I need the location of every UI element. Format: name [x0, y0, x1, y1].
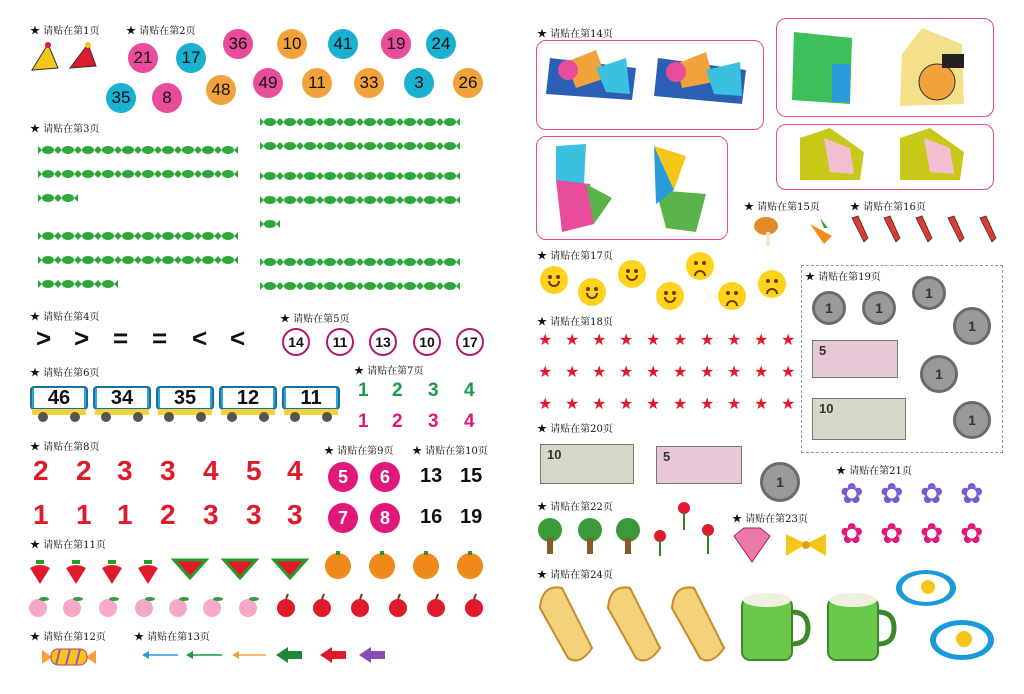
- star-icon: ★: [781, 362, 796, 381]
- peach-icon: [239, 597, 259, 617]
- label-page-18: ★ 请贴在第18页: [537, 317, 613, 328]
- star-icon: ★: [727, 330, 742, 349]
- number-ring: 13: [369, 328, 397, 356]
- orange-icon: [325, 551, 351, 579]
- flower-icon: ✿: [880, 517, 904, 550]
- compare-symbol: >: [36, 323, 52, 353]
- star-icon: ★: [646, 394, 661, 413]
- orange-icon: [457, 551, 483, 579]
- coin: 1: [920, 355, 958, 393]
- label-page-16: ★ 请贴在第16页: [850, 202, 926, 213]
- star-icon: ★: [727, 362, 742, 381]
- digit-sticker: 3: [428, 411, 439, 432]
- label-page-10: ★ 请贴在第10页: [412, 446, 488, 457]
- tangram-puzzle-sticker: [556, 144, 716, 236]
- label-page-3: ★ 请贴在第3页: [30, 124, 100, 135]
- flower-icon: ✿: [920, 477, 944, 510]
- hen-puzzle-sticker: [800, 128, 970, 184]
- drumstick-carrot-stickers: [752, 214, 842, 250]
- number-sticker: 33: [354, 68, 384, 98]
- star-icon: ★: [673, 394, 688, 413]
- number-sticker: 10: [277, 29, 307, 59]
- landscape-puzzle-sticker: [546, 48, 756, 118]
- strawberry-icon: [138, 560, 158, 584]
- number-sticker: 13: [420, 465, 443, 487]
- label-page-22: ★ 请贴在第22页: [537, 502, 613, 513]
- label-page-12: ★ 请贴在第12页: [30, 632, 106, 643]
- fruit-sticker-grid: [0, 0, 500, 620]
- label-page-17: ★ 请贴在第17页: [537, 251, 613, 262]
- digit-sticker: 2: [33, 455, 49, 486]
- number-sticker: 24: [426, 29, 456, 59]
- smile-face-icon: [618, 260, 646, 288]
- apple-icon: [351, 594, 369, 617]
- number-ring: 14: [282, 328, 310, 356]
- apple-icon: [277, 594, 295, 617]
- star-icon: ★: [700, 330, 715, 349]
- digit-sticker: 2: [76, 455, 92, 486]
- star-icon: ★: [781, 330, 796, 349]
- banknote: [812, 340, 898, 378]
- number-sticker: 21: [128, 43, 158, 73]
- label-page-6: ★ 请贴在第6页: [30, 368, 100, 379]
- number-sticker: 19: [460, 506, 483, 528]
- bus-number: 35: [160, 388, 210, 408]
- flower-icon: ✿: [960, 477, 984, 510]
- flower-icon: ✿: [880, 477, 904, 510]
- star-icon: ★: [673, 330, 688, 349]
- compare-symbol: =: [113, 323, 129, 353]
- coin: 1: [812, 291, 846, 325]
- digit-sticker: 2: [392, 411, 403, 432]
- digit-sticker: 1: [76, 499, 92, 530]
- number-sticker: 49: [253, 68, 283, 98]
- label-page-13: ★ 请贴在第13页: [134, 632, 210, 643]
- number-sticker: 6: [370, 462, 400, 492]
- number-ring: 10: [413, 328, 441, 356]
- coin: 1: [862, 291, 896, 325]
- label-page-7: ★ 请贴在第7页: [354, 366, 424, 377]
- label-page-20: ★ 请贴在第20页: [537, 424, 613, 435]
- banknote: [656, 446, 742, 484]
- smile-face-icon: [540, 266, 568, 294]
- number-ring: 17: [456, 328, 484, 356]
- star-icon: ★: [592, 362, 607, 381]
- label-page-11: ★ 请贴在第11页: [30, 540, 106, 551]
- star-icon: ★: [565, 362, 580, 381]
- star-icon: ★: [646, 330, 661, 349]
- digit-sticker: 3: [203, 499, 219, 530]
- digit-sticker: 1: [33, 499, 49, 530]
- watermelon-icon: [224, 560, 256, 578]
- peach-icon: [169, 597, 189, 617]
- arrow-stickers: [142, 646, 392, 668]
- star-icon: ★: [673, 362, 688, 381]
- star-icon: ★: [754, 330, 769, 349]
- smile-face-icon: [656, 282, 684, 310]
- digit-sticker: 2: [160, 499, 176, 530]
- digit-sticker: 3: [428, 380, 439, 401]
- flower-icon: ✿: [920, 517, 944, 550]
- digit-sticker: 4: [287, 455, 303, 486]
- star-icon: ★: [754, 394, 769, 413]
- star-icon: ★: [619, 394, 634, 413]
- diamond-bow-stickers: [730, 528, 830, 568]
- star-icon: ★: [619, 362, 634, 381]
- star-icon: ★: [538, 330, 553, 349]
- label-page-1: ★ 请贴在第1页: [30, 26, 100, 37]
- compare-symbol: =: [152, 323, 168, 353]
- wrapped-candy-icon: [42, 646, 96, 668]
- apple-icon: [389, 594, 407, 617]
- number-sticker: 35: [106, 83, 136, 113]
- label-page-2: ★ 请贴在第2页: [126, 26, 196, 37]
- digit-sticker: 2: [392, 380, 403, 401]
- label-page-4: ★ 请贴在第4页: [30, 312, 100, 323]
- coin: 1: [953, 401, 991, 439]
- peach-icon: [203, 597, 223, 617]
- sad-face-icon: [718, 282, 746, 310]
- coin: 1: [953, 307, 991, 345]
- number-sticker: 7: [328, 503, 358, 533]
- apple-icon: [427, 594, 445, 617]
- star-icon: ★: [592, 394, 607, 413]
- breakfast-stickers: [536, 568, 1006, 688]
- label-page-14: ★ 请贴在第14页: [537, 29, 613, 40]
- star-icon: ★: [754, 362, 769, 381]
- banknote-value: 5: [819, 343, 827, 358]
- digit-sticker: 4: [203, 455, 219, 486]
- number-sticker: 5: [328, 462, 358, 492]
- coin: 1: [760, 462, 800, 502]
- digit-sticker: 4: [464, 380, 475, 401]
- number-sticker: 16: [420, 506, 443, 528]
- strawberry-icon: [30, 560, 50, 584]
- peach-icon: [99, 597, 119, 617]
- number-sticker: 19: [381, 29, 411, 59]
- star-icon: ★: [700, 362, 715, 381]
- label-page-24: ★ 请贴在第24页: [537, 570, 613, 581]
- number-sticker: 8: [370, 503, 400, 533]
- peach-icon: [63, 597, 83, 617]
- bus-number: 46: [34, 388, 84, 408]
- compare-symbol: >: [74, 323, 90, 353]
- number-sticker: 26: [453, 68, 483, 98]
- wheel-puzzle-sticker: [792, 24, 992, 110]
- compare-symbol: <: [230, 323, 246, 353]
- digit-sticker: 1: [117, 499, 133, 530]
- bus-number: 11: [286, 388, 336, 408]
- banknote: [812, 398, 906, 440]
- peach-icon: [135, 597, 155, 617]
- number-sticker: 15: [460, 465, 483, 487]
- number-sticker: 11: [302, 68, 332, 98]
- label-page-23: ★ 请贴在第23页: [732, 514, 808, 525]
- number-sticker: 48: [206, 75, 236, 105]
- digit-sticker: 3: [287, 499, 303, 530]
- star-icon: ★: [565, 394, 580, 413]
- orange-icon: [413, 551, 439, 579]
- number-sticker: 8: [152, 83, 182, 113]
- number-sticker: 17: [176, 43, 206, 73]
- digit-sticker: 4: [464, 411, 475, 432]
- banknote: [540, 444, 634, 484]
- flower-icon: ✿: [960, 517, 984, 550]
- star-icon: ★: [727, 394, 742, 413]
- star-icon: ★: [565, 330, 580, 349]
- digit-sticker: 5: [246, 455, 262, 486]
- flower-icon: ✿: [840, 517, 864, 550]
- star-icon: ★: [781, 394, 796, 413]
- number-sticker: 3: [404, 68, 434, 98]
- banknote-value: 10: [819, 401, 834, 416]
- flower-icon: ✿: [840, 477, 864, 510]
- apple-icon: [313, 594, 331, 617]
- star-icon: ★: [538, 362, 553, 381]
- banknote-value: 10: [547, 447, 562, 462]
- label-page-9: ★ 请贴在第9页: [324, 446, 394, 457]
- sad-face-icon: [758, 270, 786, 298]
- strawberry-icon: [66, 560, 86, 584]
- digit-sticker: 1: [358, 411, 369, 432]
- star-icon: ★: [646, 362, 661, 381]
- sad-face-icon: [686, 252, 714, 280]
- star-icon: ★: [538, 394, 553, 413]
- coin: 1: [912, 276, 946, 310]
- bus-number: 12: [223, 388, 273, 408]
- watermelon-icon: [274, 560, 306, 578]
- strawberry-icon: [102, 560, 122, 584]
- number-ring: 11: [326, 328, 354, 356]
- watermelon-icon: [174, 560, 206, 578]
- compare-symbol: <: [192, 323, 208, 353]
- digit-sticker: 3: [246, 499, 262, 530]
- label-page-8: ★ 请贴在第8页: [30, 442, 100, 453]
- label-page-15: ★ 请贴在第15页: [744, 202, 820, 213]
- label-page-19: ★ 请贴在第19页: [805, 272, 881, 283]
- digit-sticker: 3: [117, 455, 133, 486]
- orange-icon: [369, 551, 395, 579]
- digit-sticker: 3: [160, 455, 176, 486]
- number-sticker: 36: [223, 29, 253, 59]
- star-icon: ★: [619, 330, 634, 349]
- bus-number: 34: [97, 388, 147, 408]
- star-icon: ★: [700, 394, 715, 413]
- digit-sticker: 1: [358, 380, 369, 401]
- peach-icon: [29, 597, 49, 617]
- label-page-5: ★ 请贴在第5页: [280, 314, 350, 325]
- star-icon: ★: [592, 330, 607, 349]
- banknote-value: 5: [663, 449, 671, 464]
- tree-rose-stickers: [536, 500, 726, 560]
- label-page-21: ★ 请贴在第21页: [836, 466, 912, 477]
- number-sticker: 41: [328, 29, 358, 59]
- apple-icon: [465, 594, 483, 617]
- smile-face-icon: [578, 278, 606, 306]
- pencil-stickers: [850, 216, 1000, 246]
